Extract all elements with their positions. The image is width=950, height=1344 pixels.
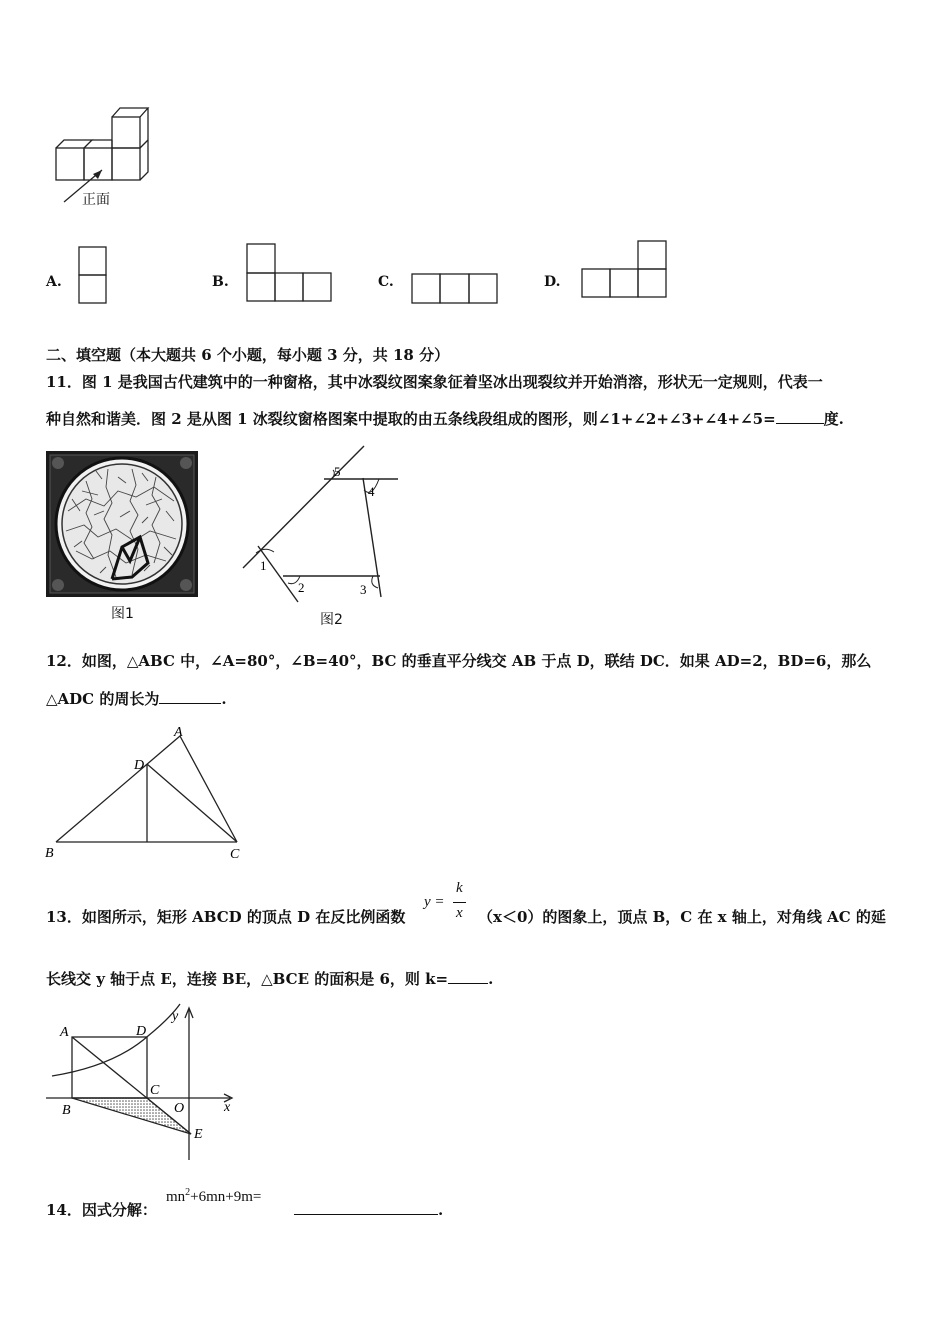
q13-label-o: O bbox=[174, 1101, 185, 1116]
q11-line2-text: 种自然和谐美．图 2 是从图 1 冰裂纹窗格图案中提取的由五条线段组成的图形，则∠1+∠2+∠3+∠4+∠5= bbox=[46, 410, 776, 428]
q13-formula-den: x bbox=[456, 905, 463, 921]
q11-figure1-caption: 图1 bbox=[111, 606, 134, 622]
q11-angle-3: 3 bbox=[360, 582, 367, 597]
q13-tail: . bbox=[488, 970, 494, 988]
q13-answer-blank[interactable] bbox=[448, 969, 488, 984]
q14-answer-blank[interactable] bbox=[294, 1200, 438, 1215]
q14-tail: . bbox=[438, 1201, 444, 1219]
q12-triangle-figure bbox=[44, 724, 249, 864]
q11-angle-2: 2 bbox=[298, 580, 305, 595]
q12-answer-blank[interactable] bbox=[159, 689, 221, 704]
option-b-figure[interactable] bbox=[246, 243, 334, 303]
q13-label-b: B bbox=[62, 1103, 71, 1118]
front-view-label: 正面 bbox=[82, 192, 110, 208]
q11-tail: 度. bbox=[823, 410, 844, 428]
option-a-key: A. bbox=[46, 274, 62, 290]
q13-line2-text: 长线交 y 轴于点 E，连接 BE，△BCE 的面积是 6，则 k= bbox=[46, 970, 449, 988]
q13-label-x: x bbox=[224, 1100, 231, 1115]
q13-formula-num: k bbox=[456, 880, 463, 896]
q11-line2 bbox=[46, 408, 844, 429]
q11-answer-blank[interactable] bbox=[776, 409, 824, 424]
q11-angle-1: 1 bbox=[260, 558, 267, 573]
q13-label-c: C bbox=[150, 1083, 160, 1098]
q13-label-d: D bbox=[136, 1024, 147, 1039]
option-c-figure[interactable] bbox=[411, 273, 501, 305]
q13-prefix: 13．如图所示，矩形 ABCD 的顶点 D 在反比例函数 bbox=[46, 908, 406, 926]
q12-label-a: A bbox=[174, 725, 183, 740]
q13-label-y: y bbox=[172, 1009, 179, 1024]
q14-expression bbox=[166, 1187, 261, 1206]
q12-tail: . bbox=[221, 690, 227, 708]
q12-line2-text: △ADC 的周长为 bbox=[46, 690, 160, 708]
q13-label-e: E bbox=[194, 1127, 203, 1142]
q11-figure1-window bbox=[46, 451, 198, 597]
q11-line1: 11．图 1 是我国古代建筑中的一种窗格，其中冰裂纹图案象征着坚冰出现裂纹并开始消溶，形状无一定规则，代表一 bbox=[46, 373, 823, 391]
q13-label-a: A bbox=[60, 1025, 69, 1040]
q11-figure2-lines bbox=[238, 442, 403, 610]
option-d-figure[interactable] bbox=[581, 240, 671, 300]
option-c-key: C. bbox=[378, 274, 394, 290]
q13-coordinate-figure bbox=[44, 1004, 244, 1166]
q12-label-b: B bbox=[45, 846, 54, 861]
q12-label-d: D bbox=[134, 758, 145, 773]
q13-formula-lhs: y = bbox=[424, 894, 445, 910]
q11-angle-5: 5 bbox=[334, 464, 341, 479]
option-d-key: D. bbox=[544, 274, 561, 290]
q13-line2 bbox=[46, 968, 493, 989]
q14-label: 14．因式分解： bbox=[46, 1201, 157, 1219]
option-a-figure[interactable] bbox=[78, 246, 108, 304]
q12-label-c: C bbox=[230, 847, 240, 862]
cube-stack-figure bbox=[50, 100, 170, 215]
q12-line1: 12．如图，△ABC 中，∠A=80°，∠B=40°，BC 的垂直平分线交 AB 于点 D，联结 DC．如果 AD=2，BD=6，那么 bbox=[46, 652, 872, 670]
q11-angle-4: 4 bbox=[368, 484, 375, 499]
q13-formula bbox=[424, 880, 472, 928]
q12-line2 bbox=[46, 688, 227, 709]
q14-expr-sup: 2 bbox=[185, 1187, 191, 1198]
q14-answer-line bbox=[294, 1200, 443, 1219]
option-b-key: B. bbox=[212, 274, 229, 290]
q11-figure2-caption: 图2 bbox=[320, 612, 343, 628]
q14-expr-b: +6mn+9m= bbox=[190, 1189, 262, 1205]
q14-expr-a: mn bbox=[166, 1189, 186, 1205]
q13-fraction-bar bbox=[453, 902, 466, 903]
section-title: 二、填空题（本大题共 6 个小题，每小题 3 分，共 18 分） bbox=[46, 346, 450, 364]
q13-suffix: （x＜0）的图象上，顶点 B，C 在 x 轴上，对角线 AC 的延 bbox=[478, 908, 886, 926]
